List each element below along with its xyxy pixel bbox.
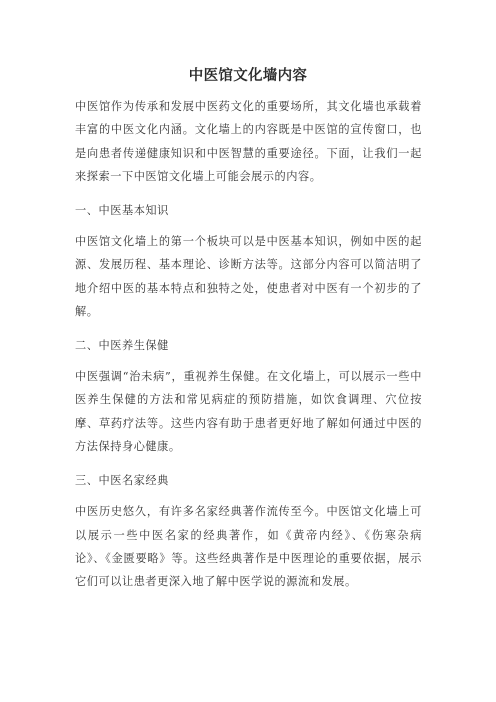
section-heading-health: 二、中医养生保健 [75,338,169,352]
section-body-classics: 中医历史悠久，有许多名家经典著作流传至今。中医馆文化墙上可以展示一些中医名家的经典著作，如《黄帝内经》、《伤寒杂病论》、《金匮要略》等。这些经典著作是中医理论的重要依据，展示它们可以让患者更深入地了解中医学说的源流和发展。 [75,505,422,589]
section-body-health: 中医强调“治未病”，重视养生保健。在文化墙上，可以展示一些中医养生保健的方法和常见病症的预防措施，如饮食调理、穴位按摩、草药疗法等。这些内容有助于患者更好地了解如何通过中医的方法保持身心健康。 [75,370,422,454]
section-body-basics: 中医馆文化墙上的第一个板块可以是中医基本知识，例如中医的起源、发展历程、基本理论、诊断方法等。这部分内容可以简洁明了地介绍中医的基本特点和独特之处，使患者对中医有一个初步的了解。 [75,235,422,319]
section-heading-basics: 一、中医基本知识 [75,203,169,217]
intro-paragraph: 中医馆作为传承和发展中医药文化的重要场所，其文化墙也承载着丰富的中医文化内涵。文化墙上的内容既是中医馆的宣传窗口，也是向患者传递健康知识和中医智慧的重要途径。下面，让我们一起来探索一下中医馆文化墙上可能会展示的内容。 [75,100,422,184]
document-body [75,95,422,594]
section-heading-classics: 三、中医名家经典 [75,473,169,487]
document-title: 中医馆文化墙内容 [188,68,308,84]
